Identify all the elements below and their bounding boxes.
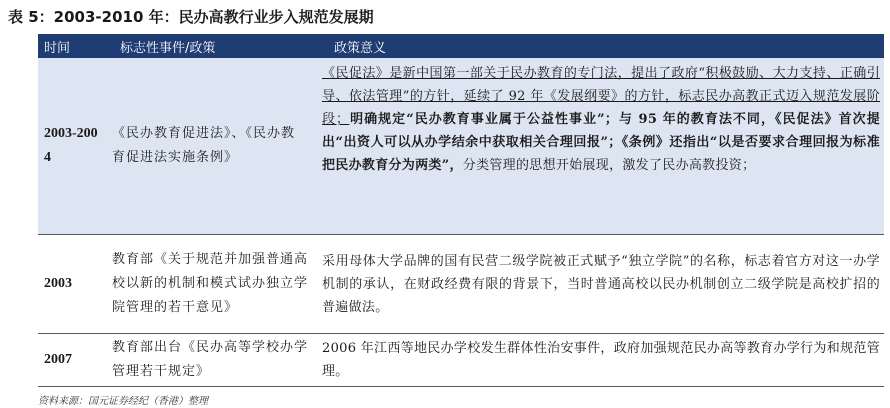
row-year: 2003	[44, 276, 72, 291]
row-event: 教育部《关于规范并加强普通高校以新的机制和模式试办独立学院管理的若干意见》	[112, 252, 309, 315]
row-significance	[318, 58, 884, 234]
row-year: 2007	[44, 352, 72, 367]
header-time: 时间	[44, 40, 71, 56]
policy-table	[38, 34, 884, 387]
row-year: 2003-2004	[44, 126, 98, 165]
table-row	[38, 58, 884, 235]
source-note: 资料来源：国元证券经纪（香港）整理	[38, 396, 208, 407]
table-row	[38, 334, 884, 387]
row-significance: 2006 年江西等地民办学校发生群体性治安事件，政府加强规范民办高等教育办学行为和规范管理。	[322, 341, 880, 379]
header-event: 标志性事件/政策	[120, 40, 216, 56]
row-significance: 采用母体大学品牌的国有民营二级学院被正式赋予“独立学院”的名称，标志着官方对这一办学机制的承认，在财政经费有限的背景下，当时普通高校以民办机制创立二级学院是高校扩招的普遍做法。	[322, 253, 880, 315]
row-event: 《民办教育促进法》、《民办教育促进法实施条例》	[112, 126, 296, 165]
significance-bold: 明确规定“民办教育事业属于公益性事业”；与 95 年的教育法不同，《民促法》首次提出“出资人可以从办学结余中获取相关合理回报”；《条例》还指出“以是否要求合理回报为标准把民办教育分为两类”，	[322, 112, 880, 173]
table-header	[38, 34, 884, 58]
table-row	[38, 235, 884, 334]
significance-plain: 分类管理的思想开始展现，激发了民办高教投资；	[462, 158, 756, 173]
row-event: 教育部出台《民办高等学校办学管理若干规定》	[112, 340, 309, 379]
significance-underlined: 《民促法》是新中国第一部关于民办教育的专门法，提出了政府“积极鼓励、大力支持、正确引导、依法管理”的方针，延续了 92 年《发展纲要》的方针，标志民办高教正式迈入规范发展阶段；	[322, 66, 880, 127]
header-significance: 政策意义	[334, 40, 387, 56]
table-title: 表 5：2003-2010 年：民办高教行业步入规范发展期	[8, 8, 374, 26]
